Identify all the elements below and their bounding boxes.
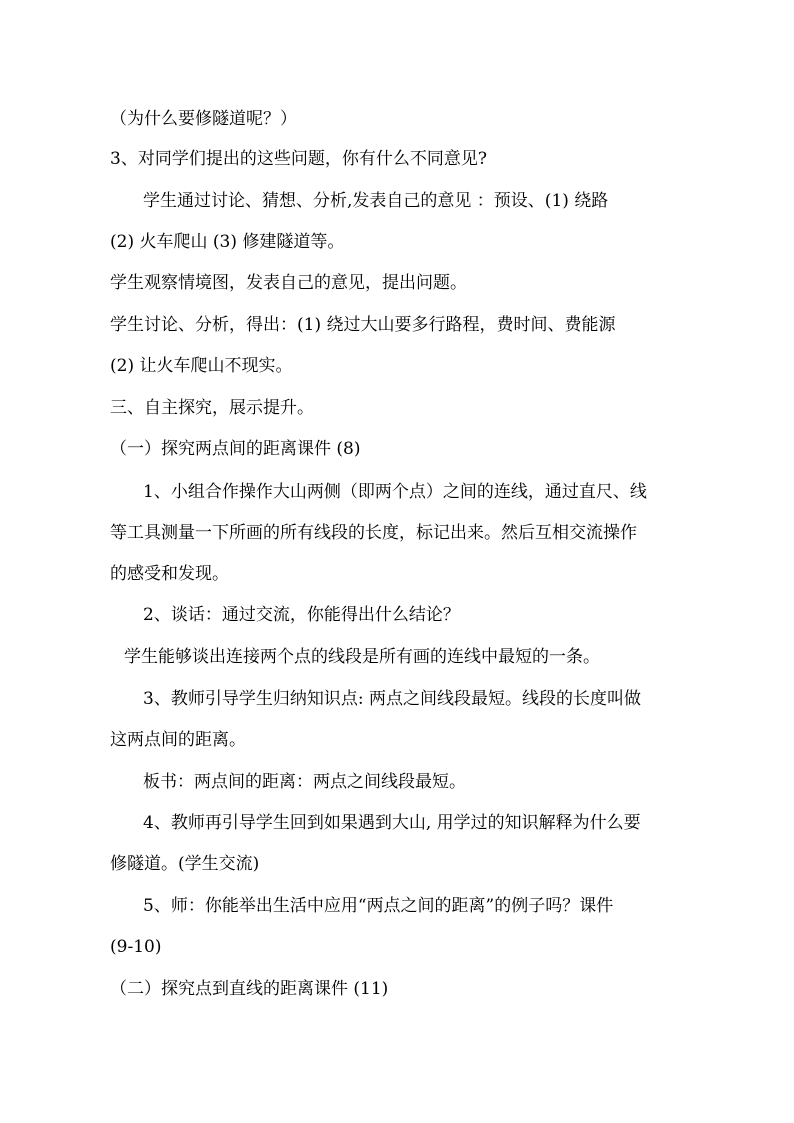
text-line-16: 这两点间的距离。	[110, 730, 246, 750]
text-line-7: (2) 让火车爬山不现实。	[110, 356, 293, 376]
text-line-20: 5、师：你能举出生活中应用“两点之间的距离”的例子吗？课件	[143, 896, 614, 916]
text-line-5: 学生观察情境图，发表自己的意见，提出问题。	[110, 273, 467, 293]
text-line-11: 等工具测量一下所画的所有线段的长度，标记出来。然后互相交流操作	[110, 523, 637, 543]
text-line-9: （一）探究两点间的距离课件 (8)	[110, 439, 361, 459]
text-line-17: 板书：两点间的距离：两点之间线段最短。	[143, 772, 466, 792]
text-line-6: 学生讨论、分析，得出：(1) 绕过大山要多行路程，费时间、费能源	[110, 315, 616, 335]
text-line-14: 学生能够谈出连接两个点的线段是所有画的连线中最短的一条。	[124, 647, 600, 667]
text-line-8: 三、自主探究，展示提升。	[110, 398, 314, 418]
text-line-22: （二）探究点到直线的距离课件 (11)	[110, 979, 389, 999]
text-line-3: 学生通过讨论、猜想、分析,发表自己的意见 ：预设、(1) 绕路	[143, 191, 609, 211]
text-line-18: 4、教师再引导学生回到如果遇到大山, 用学过的知识解释为什么要	[143, 813, 641, 833]
text-line-10: 1、小组合作操作大山两侧（即两个点）之间的连线，通过直尺、线	[143, 482, 647, 502]
text-line-13: 2、谈话：通过交流，你能得出什么结论？	[143, 605, 460, 625]
text-line-15: 3、教师引导学生归纳知识点: 两点之间线段最短。线段的长度叫做	[143, 689, 641, 709]
text-line-4: (2) 火车爬山 (3) 修建隧道等。	[110, 232, 345, 252]
text-line-12: 的感受和发现。	[110, 564, 229, 584]
text-line-1: （为什么要修隧道呢？）	[110, 109, 297, 129]
text-line-2: 3、对同学们提出的这些问题，你有什么不同意见?	[110, 149, 487, 169]
text-line-19: 修隧道。(学生交流)	[110, 854, 260, 874]
text-line-21: (9-10)	[110, 937, 162, 957]
